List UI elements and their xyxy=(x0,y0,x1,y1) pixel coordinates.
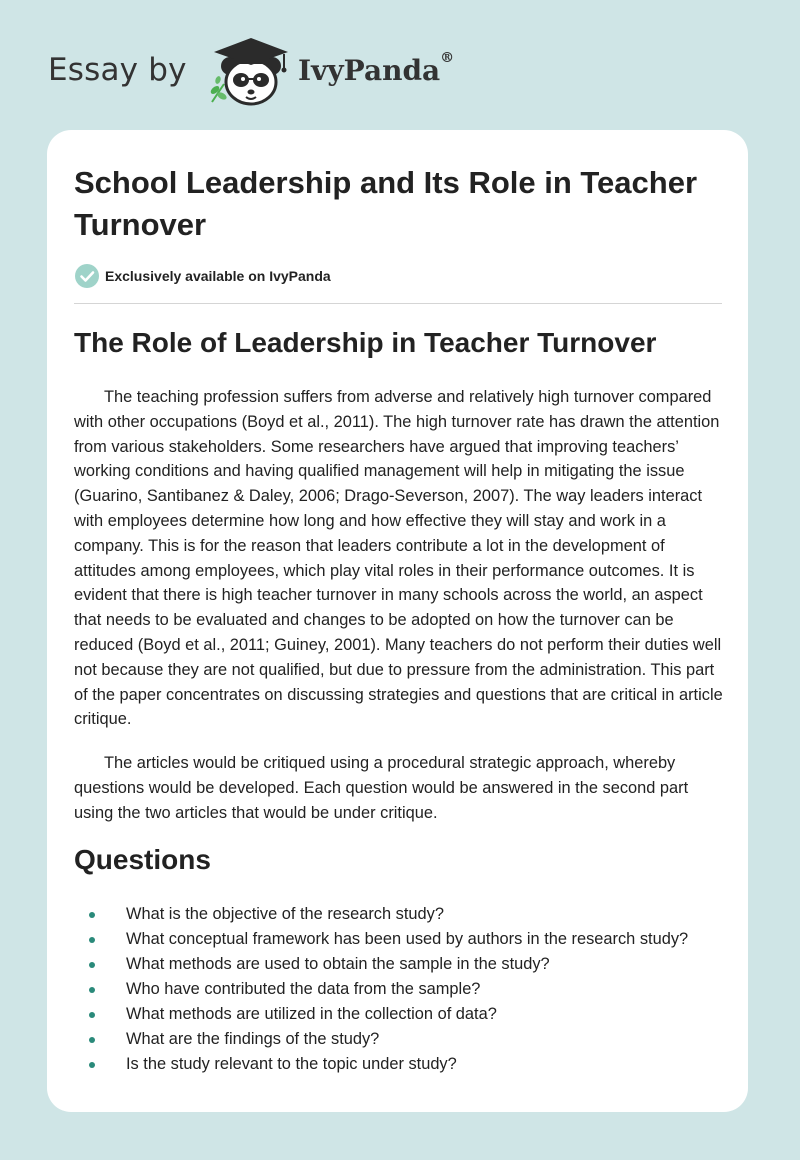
brand-header[interactable] xyxy=(48,28,508,112)
registered-mark: ® xyxy=(440,50,455,66)
questions-heading: Questions xyxy=(74,844,211,875)
bullet-icon xyxy=(89,987,95,993)
panda-logo-icon xyxy=(202,32,294,112)
question-item xyxy=(74,977,724,1002)
question-text: What methods are used to obtain the sample in the study? xyxy=(126,955,550,973)
brand-name xyxy=(298,50,455,87)
exclusive-badge xyxy=(74,263,331,289)
bullet-icon xyxy=(89,1037,95,1043)
question-item xyxy=(74,927,724,952)
bullet-icon xyxy=(89,1012,95,1018)
question-text: Is the study relevant to the topic under study? xyxy=(126,1055,457,1073)
question-item xyxy=(74,1027,724,1052)
question-text: Who have contributed the data from the sample? xyxy=(126,980,481,998)
article-title: School Leadership and Its Role in Teacher Turnover xyxy=(74,165,698,242)
question-text: What are the findings of the study? xyxy=(126,1030,380,1048)
brand-name-text: IvyPanda xyxy=(298,54,441,87)
bullet-icon xyxy=(89,937,95,943)
section-heading: The Role of Leadership in Teacher Turnover xyxy=(74,327,657,358)
article-card xyxy=(47,130,748,1112)
question-item xyxy=(74,902,724,927)
body-paragraph: The articles would be critiqued using a procedural strategic approach, whereby questions would be developed. Each question would be answered in the second part using the two articles that would be under critique. xyxy=(74,754,689,822)
exclusive-label: Exclusively available on IvyPanda xyxy=(105,268,331,284)
question-text: What is the objective of the research study? xyxy=(126,905,444,923)
question-item xyxy=(74,1052,724,1077)
body-paragraph: The teaching profession suffers from adverse and relatively high turnover compared with other occupations (Boyd et al., 2011). The high turnover rate has drawn the attention from various stakeholders. Some researchers have argued that improving teachers’ working conditions and having qualified management will help in mitigating the issue (Guarino, Santibanez & Daley, 2006; Drago-Severson, 2007). The way leaders interact with employees determine how long and how effective they will stay and work in a company. This is for the reason that leaders contribute a lot in the development of attitudes among employees, which play vital roles in their performance outcomes. It is evident that there is high teacher turnover in many schools across the world, an aspect that needs to be evaluated and changes to be adopted on how the turnover can be reduced (Boyd et al., 2011; Guiney, 2001). Many teachers do not perform their duties well not because they are not qualified, but due to pressure from the administration. This part of the paper concentrates on discussing strategies and questions that are critical in article critique. xyxy=(74,388,723,729)
question-text: What methods are utilized in the collection of data? xyxy=(126,1005,497,1023)
check-badge-icon xyxy=(74,263,100,289)
question-item xyxy=(74,1002,724,1027)
questions-list xyxy=(74,902,724,1077)
bullet-icon xyxy=(89,912,95,918)
bullet-icon xyxy=(89,1062,95,1068)
bullet-icon xyxy=(89,962,95,968)
divider xyxy=(74,303,722,304)
question-item xyxy=(74,952,724,977)
question-text: What conceptual framework has been used by authors in the research study? xyxy=(126,930,689,948)
brand-prefix: Essay by xyxy=(48,52,187,88)
